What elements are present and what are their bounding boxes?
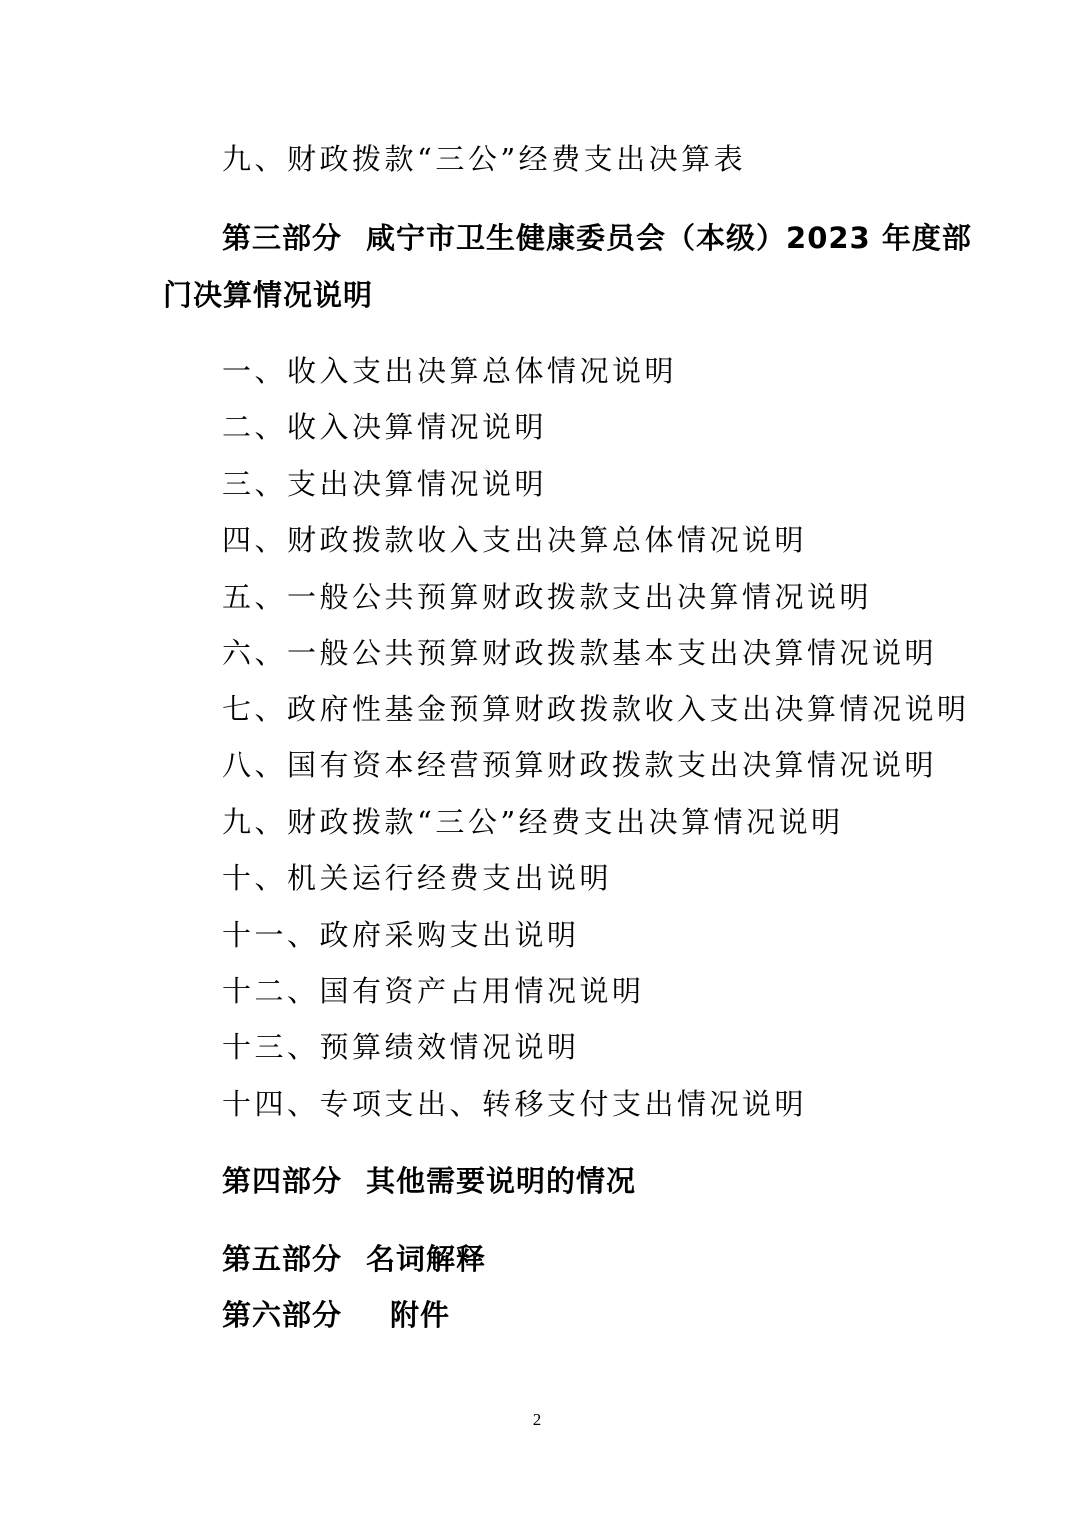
toc-item-part3-14: 十四、专项支出、转移支付支出情况说明: [222, 1087, 808, 1121]
part6-heading: [222, 1298, 451, 1332]
toc-item-part3-7: 七、政府性基金预算财政拨款收入支出决算情况说明: [222, 692, 970, 726]
part3-title-line2: 门决算情况说明: [163, 278, 374, 312]
toc-item-part3-1: 一、收入支出决算总体情况说明: [222, 354, 678, 388]
toc-item-part3-3: 三、支出决算情况说明: [222, 467, 548, 501]
part6-label: 第六部分: [222, 1298, 343, 1332]
part6-title: 附件: [390, 1298, 451, 1332]
part4-label: 第四部分: [222, 1164, 343, 1198]
toc-item-part3-9: 九、财政拨款“三公”经费支出决算情况说明: [222, 805, 844, 839]
part5-title: 名词解释: [366, 1242, 487, 1276]
toc-item-part3-13: 十三、预算绩效情况说明: [222, 1030, 580, 1064]
toc-item-part3-5: 五、一般公共预算财政拨款支出决算情况说明: [222, 580, 873, 614]
toc-item-part3-2: 二、收入决算情况说明: [222, 410, 548, 444]
toc-item-part3-4: 四、财政拨款收入支出决算总体情况说明: [222, 523, 808, 557]
part5-label: 第五部分: [222, 1242, 343, 1276]
part3-label: 第三部分: [222, 221, 343, 255]
page-number: 2: [532, 1410, 542, 1429]
toc-item-part3-11: 十一、政府采购支出说明: [222, 918, 580, 952]
part4-title: 其他需要说明的情况: [366, 1164, 637, 1198]
toc-item-part3-6: 六、一般公共预算财政拨款基本支出决算情况说明: [222, 636, 938, 670]
toc-item-part3-10: 十、机关运行经费支出说明: [222, 861, 613, 895]
toc-item-part3-12: 十二、国有资产占用情况说明: [222, 974, 645, 1008]
toc-item-part3-8: 八、国有资本经营预算财政拨款支出决算情况说明: [222, 748, 938, 782]
toc-item-part2-9: 九、财政拨款“三公”经费支出决算表: [222, 142, 747, 176]
part3-title-line1: 咸宁市卫生健康委员会（本级）2023 年度部: [366, 221, 972, 255]
part4-heading: [222, 1164, 637, 1198]
part3-heading: [222, 221, 972, 255]
part5-heading: [222, 1242, 487, 1276]
